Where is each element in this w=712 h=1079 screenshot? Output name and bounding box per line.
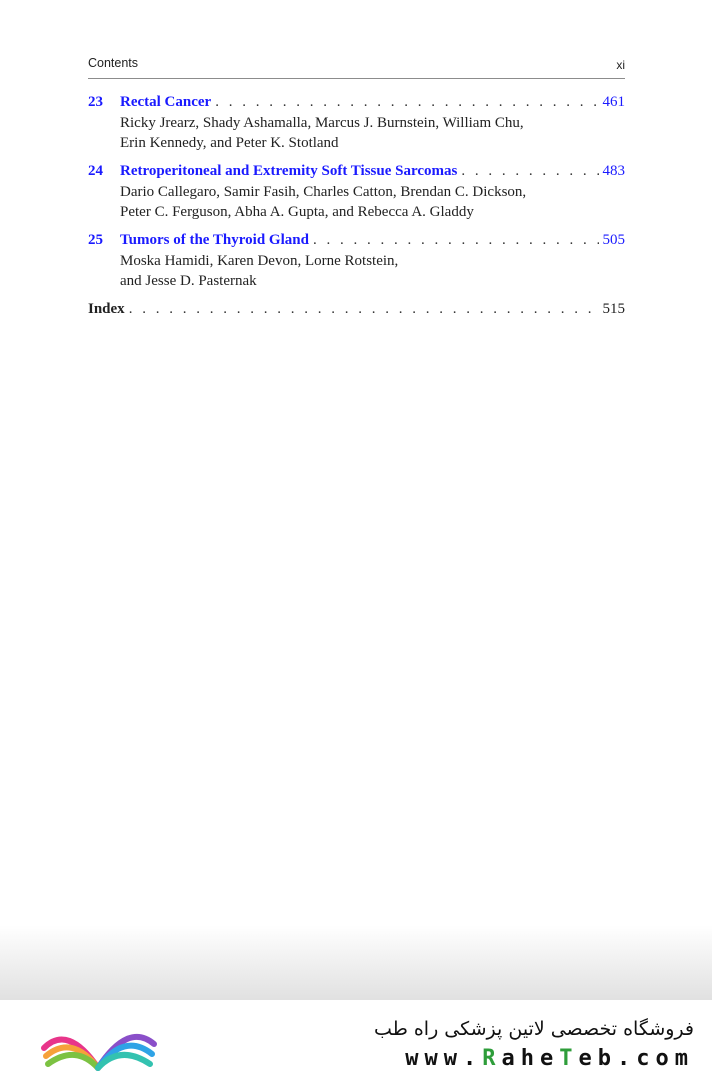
website-address [405, 1046, 694, 1071]
chapter-page-link[interactable]: 505 [602, 232, 625, 248]
website-prefix: www. [405, 1046, 483, 1071]
toc-entry-24[interactable] [88, 163, 625, 222]
toc-entry-25[interactable] [88, 232, 625, 291]
authors-line: Ricky Jrearz, Shady Ashamalla, Marcus J. Burnstein, William Chu, [120, 115, 524, 131]
index-page-number: 515 [602, 301, 625, 317]
chapter-authors [88, 114, 625, 153]
authors-line: and Jesse D. Pasternak [120, 272, 257, 289]
leader-dots [313, 232, 599, 249]
chapter-title-link[interactable]: Retroperitoneal and Extremity Soft Tissue Sarcomas [120, 163, 458, 179]
chapter-title-link[interactable]: Tumors of the Thyroid Gland [120, 232, 309, 248]
website-accent-letter: R [482, 1046, 502, 1071]
toc-entry-23[interactable] [88, 94, 625, 153]
store-name: فروشگاه تخصصی لاتین پزشکی راه طب [374, 1018, 694, 1040]
authors-line: Peter C. Ferguson, Abha A. Gupta, and Rebecca A. Gladdy [120, 203, 474, 220]
chapter-title-link[interactable]: Rectal Cancer [120, 94, 212, 110]
authors-line: Moska Hamidi, Karen Devon, Lorne Rotstein, [120, 253, 399, 269]
header-section: Contents [88, 56, 139, 70]
authors-line: Dario Callegaro, Samir Fasih, Charles Catton, Brendan C. Dickson, [120, 184, 527, 200]
page-bottom-shadow [0, 925, 712, 1000]
leader-dots [461, 163, 598, 180]
table-of-contents [88, 94, 625, 321]
toc-entry-index[interactable] [88, 301, 625, 321]
chapter-page-link[interactable]: 461 [602, 94, 625, 110]
leader-dots [215, 94, 598, 111]
header-page-number: xi [616, 58, 625, 72]
chapter-number: 23 [88, 94, 103, 110]
open-book-rainbow-logo-icon [38, 1014, 160, 1076]
chapter-authors [88, 252, 625, 291]
running-header [88, 56, 625, 79]
leader-dots [129, 301, 599, 318]
website-accent-letter: T [559, 1046, 579, 1071]
index-label: Index [88, 301, 125, 317]
chapter-authors [88, 183, 625, 222]
authors-line: Erin Kennedy, and Peter K. Stotland [120, 134, 339, 151]
chapter-number: 24 [88, 163, 103, 179]
chapter-page-link[interactable]: 483 [602, 163, 625, 179]
watermark-footer [0, 1000, 712, 1079]
website-suffix: eb.com [578, 1046, 694, 1071]
website-middle: ahe [501, 1046, 560, 1071]
chapter-number: 25 [88, 232, 103, 248]
